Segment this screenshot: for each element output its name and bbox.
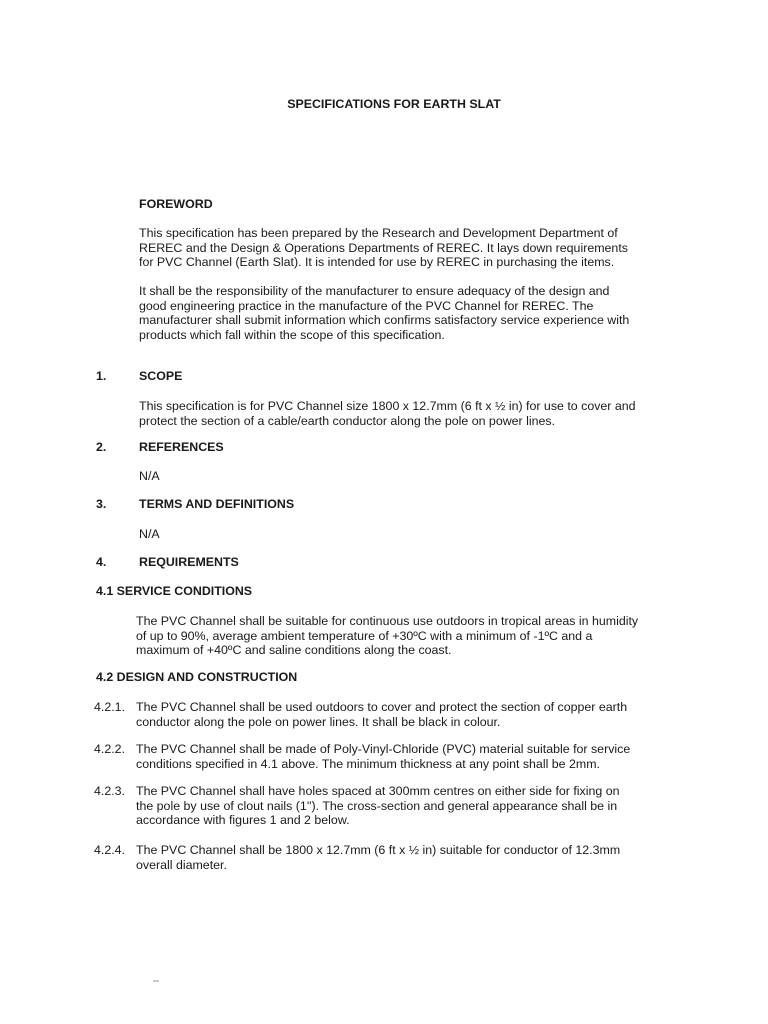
text-line: The PVC Channel shall be 1800 x 12.7mm (6 ft x ½ in) suitable for conductor of 12.3mm bbox=[136, 843, 621, 857]
text-line: of up to 90%, average ambient temperature of +30ºC with a minimum of -1ºC and a bbox=[136, 628, 593, 643]
section-heading-references: REFERENCES bbox=[139, 440, 224, 454]
text-line: The PVC Channel shall be suitable for continuous use outdoors in tropical areas in humidity bbox=[136, 614, 639, 628]
document-title: SPECIFICATIONS FOR EARTH SLAT bbox=[287, 97, 501, 111]
section-number: 2. bbox=[96, 440, 107, 454]
clause-number: 4.2.2. bbox=[94, 742, 126, 756]
clause-4-2-4 bbox=[136, 843, 676, 872]
foreword-heading: FOREWORD bbox=[139, 197, 213, 211]
text-line: The PVC Channel shall be used outdoors to cover and protect the section of copper earth bbox=[136, 700, 628, 714]
scope-body bbox=[139, 399, 669, 428]
text-line: REREC and the Design & Operations Departments of REREC. It lays down requirements bbox=[139, 240, 628, 255]
text-line: The PVC Channel shall have holes spaced at 300mm centres on either side for fixing on bbox=[136, 784, 620, 798]
text-line: the pole by use of clout nails (1''). The cross-section and general appearance shall be in bbox=[136, 798, 618, 813]
subsection-heading-design: 4.2 DESIGN AND CONSTRUCTION bbox=[96, 670, 298, 684]
clause-4-2-1 bbox=[136, 700, 676, 729]
section-heading-scope: SCOPE bbox=[139, 369, 183, 383]
text-line: products which fall within the scope of this specification. bbox=[139, 327, 445, 342]
section-number: 4. bbox=[96, 555, 107, 569]
subsection-heading-service-conditions: 4.1 SERVICE CONDITIONS bbox=[96, 584, 253, 598]
section-number: 1. bbox=[96, 369, 107, 383]
clause-4-2-3 bbox=[136, 784, 676, 828]
text-line: manufacturer shall submit information which confirms satisfactory service experience with bbox=[139, 313, 630, 328]
text-line: good engineering practice in the manufacture of the PVC Channel for REREC. The bbox=[139, 298, 594, 313]
section-heading-requirements: REQUIREMENTS bbox=[139, 555, 239, 569]
text-line: This specification is for PVC Channel size 1800 x 12.7mm (6 ft x ½ in) for use to cover and bbox=[139, 399, 636, 413]
text-line: maximum of +40ºC and saline conditions along the coast. bbox=[136, 643, 452, 658]
scan-speck bbox=[153, 980, 159, 982]
clause-number: 4.2.3. bbox=[94, 784, 126, 798]
clause-number: 4.2.1. bbox=[94, 700, 126, 714]
clause-4-2-2 bbox=[136, 742, 676, 771]
text-line: The PVC Channel shall be made of Poly-Vinyl-Chloride (PVC) material suitable for service bbox=[136, 742, 631, 756]
text-line: It shall be the responsibility of the manufacturer to ensure adequacy of the design and bbox=[139, 284, 610, 298]
text-line: This specification has been prepared by the Research and Development Department of bbox=[139, 226, 618, 240]
text-line: overall diameter. bbox=[136, 857, 227, 872]
text-line: for PVC Channel (Earth Slat). It is intended for use by REREC in purchasing the items. bbox=[139, 255, 615, 270]
foreword-paragraph-2 bbox=[139, 284, 669, 342]
terms-body: N/A bbox=[139, 527, 160, 541]
clause-number: 4.2.4. bbox=[94, 843, 126, 857]
references-body: N/A bbox=[139, 469, 160, 483]
section-heading-terms: TERMS AND DEFINITIONS bbox=[139, 497, 295, 511]
text-line: protect the section of a cable/earth conductor along the pole on power lines. bbox=[139, 413, 556, 428]
text-line: conductor along the pole on power lines. It shall be black in colour. bbox=[136, 714, 501, 729]
section-number: 3. bbox=[96, 497, 107, 511]
service-conditions-body bbox=[136, 614, 676, 658]
foreword-paragraph-1 bbox=[139, 226, 669, 270]
text-line: conditions specified in 4.1 above. The minimum thickness at any point shall be 2mm. bbox=[136, 756, 600, 771]
text-line: accordance with figures 1 and 2 below. bbox=[136, 813, 350, 828]
